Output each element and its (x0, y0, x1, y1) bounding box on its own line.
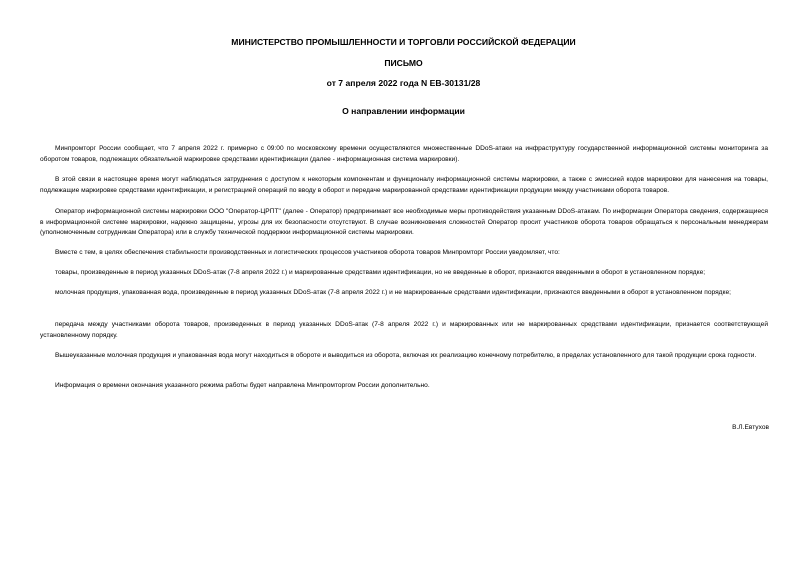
paragraph-operator-measures: Оператор информационной системы маркировки ООО "Оператор-ЦРПТ" (далее - Оператор) предпринимает все необходимые меры противодействия указанным DDoS-атакам. По информации Оператора сведения, содержащиеся в информационной системе маркировки, надежно защищены, угрозы для их безопасности отсутствуют. В случае возникновения сложностей Оператор просит участников оборота товаров обращаться к персональным менеджерам (уполномоченным сотрудникам Оператора) или в службу технической поддержки информационной системы маркировки. (40, 208, 768, 236)
paragraph-ddos-notice: Минпромторг России сообщает, что 7 апреля 2022 г. примерно с 09:00 по московскому времени осуществляются множественные DDoS-атаки на инфраструктуру государственной информационной системы мониторинга за оборотом товаров, подлежащих обязательной маркировке средствами идентификации (далее - информационная система маркировки). (40, 145, 768, 163)
paragraph-end-notice: Информация о времени окончания указанного режима работы будет направлена Минпромторгом России дополнительно. (55, 382, 430, 389)
issuing-authority: МИНИСТЕРСТВО ПРОМЫШЛЕННОСТИ И ТОРГОВЛИ РОССИЙСКОЙ ФЕДЕРАЦИИ (231, 37, 576, 47)
document-subject: О направлении информации (342, 106, 465, 116)
document-type: ПИСЬМО (384, 58, 423, 68)
paragraph-dairy-water: молочная продукция, упакованная вода, произведенные в период указанных DDoS-атак (7-8 апреля 2022 г.) и не маркированные средствами идентификации, признаются введенными в оборот в установленном порядке; (55, 289, 731, 296)
paragraph-access-difficulties: В этой связи в настоящее время могут наблюдаться затруднения с доступом к некоторым компонентам и функционалу информационной системы маркировки, а также с эмиссией кодов маркировки для нанесения на товары, подлежащие маркировке средствами идентификации, и регистрацией операций по вводу в оборот и передаче маркированной средствами идентификации продукции между участниками оборота товаров. (40, 176, 768, 194)
paragraph-circulation: Вышеуказанные молочная продукция и упакованная вода могут находиться в обороте и выводиться из оборота, включая их реализацию конечному потребителю, в пределах установленного для такой продукции срока годности. (55, 352, 757, 359)
document-date-number: от 7 апреля 2022 года N ЕВ-30131/28 (326, 78, 481, 88)
paragraph-transfer: передача между участниками оборота товаров, произведенных в период указанных DDoS-атак (7-8 апреля 2022 г.) и маркированных или не маркированных средствами идентификации, признается соответствующей установленному порядку. (40, 321, 768, 339)
paragraph-notification-intro: Вместе с тем, в целях обеспечения стабильности производственных и логистических процессов участников оборота товаров Минпромторг России уведомляет, что: (55, 249, 560, 256)
signatory-name: В.Л.Евтухов (732, 424, 769, 431)
paragraph-marked-goods: товары, произведенные в период указанных DDoS-атак (7-8 апреля 2022 г.) и маркированные средствами идентификации, но не введенные в оборот, признаются введенными в оборот в установленном порядке; (55, 269, 706, 276)
